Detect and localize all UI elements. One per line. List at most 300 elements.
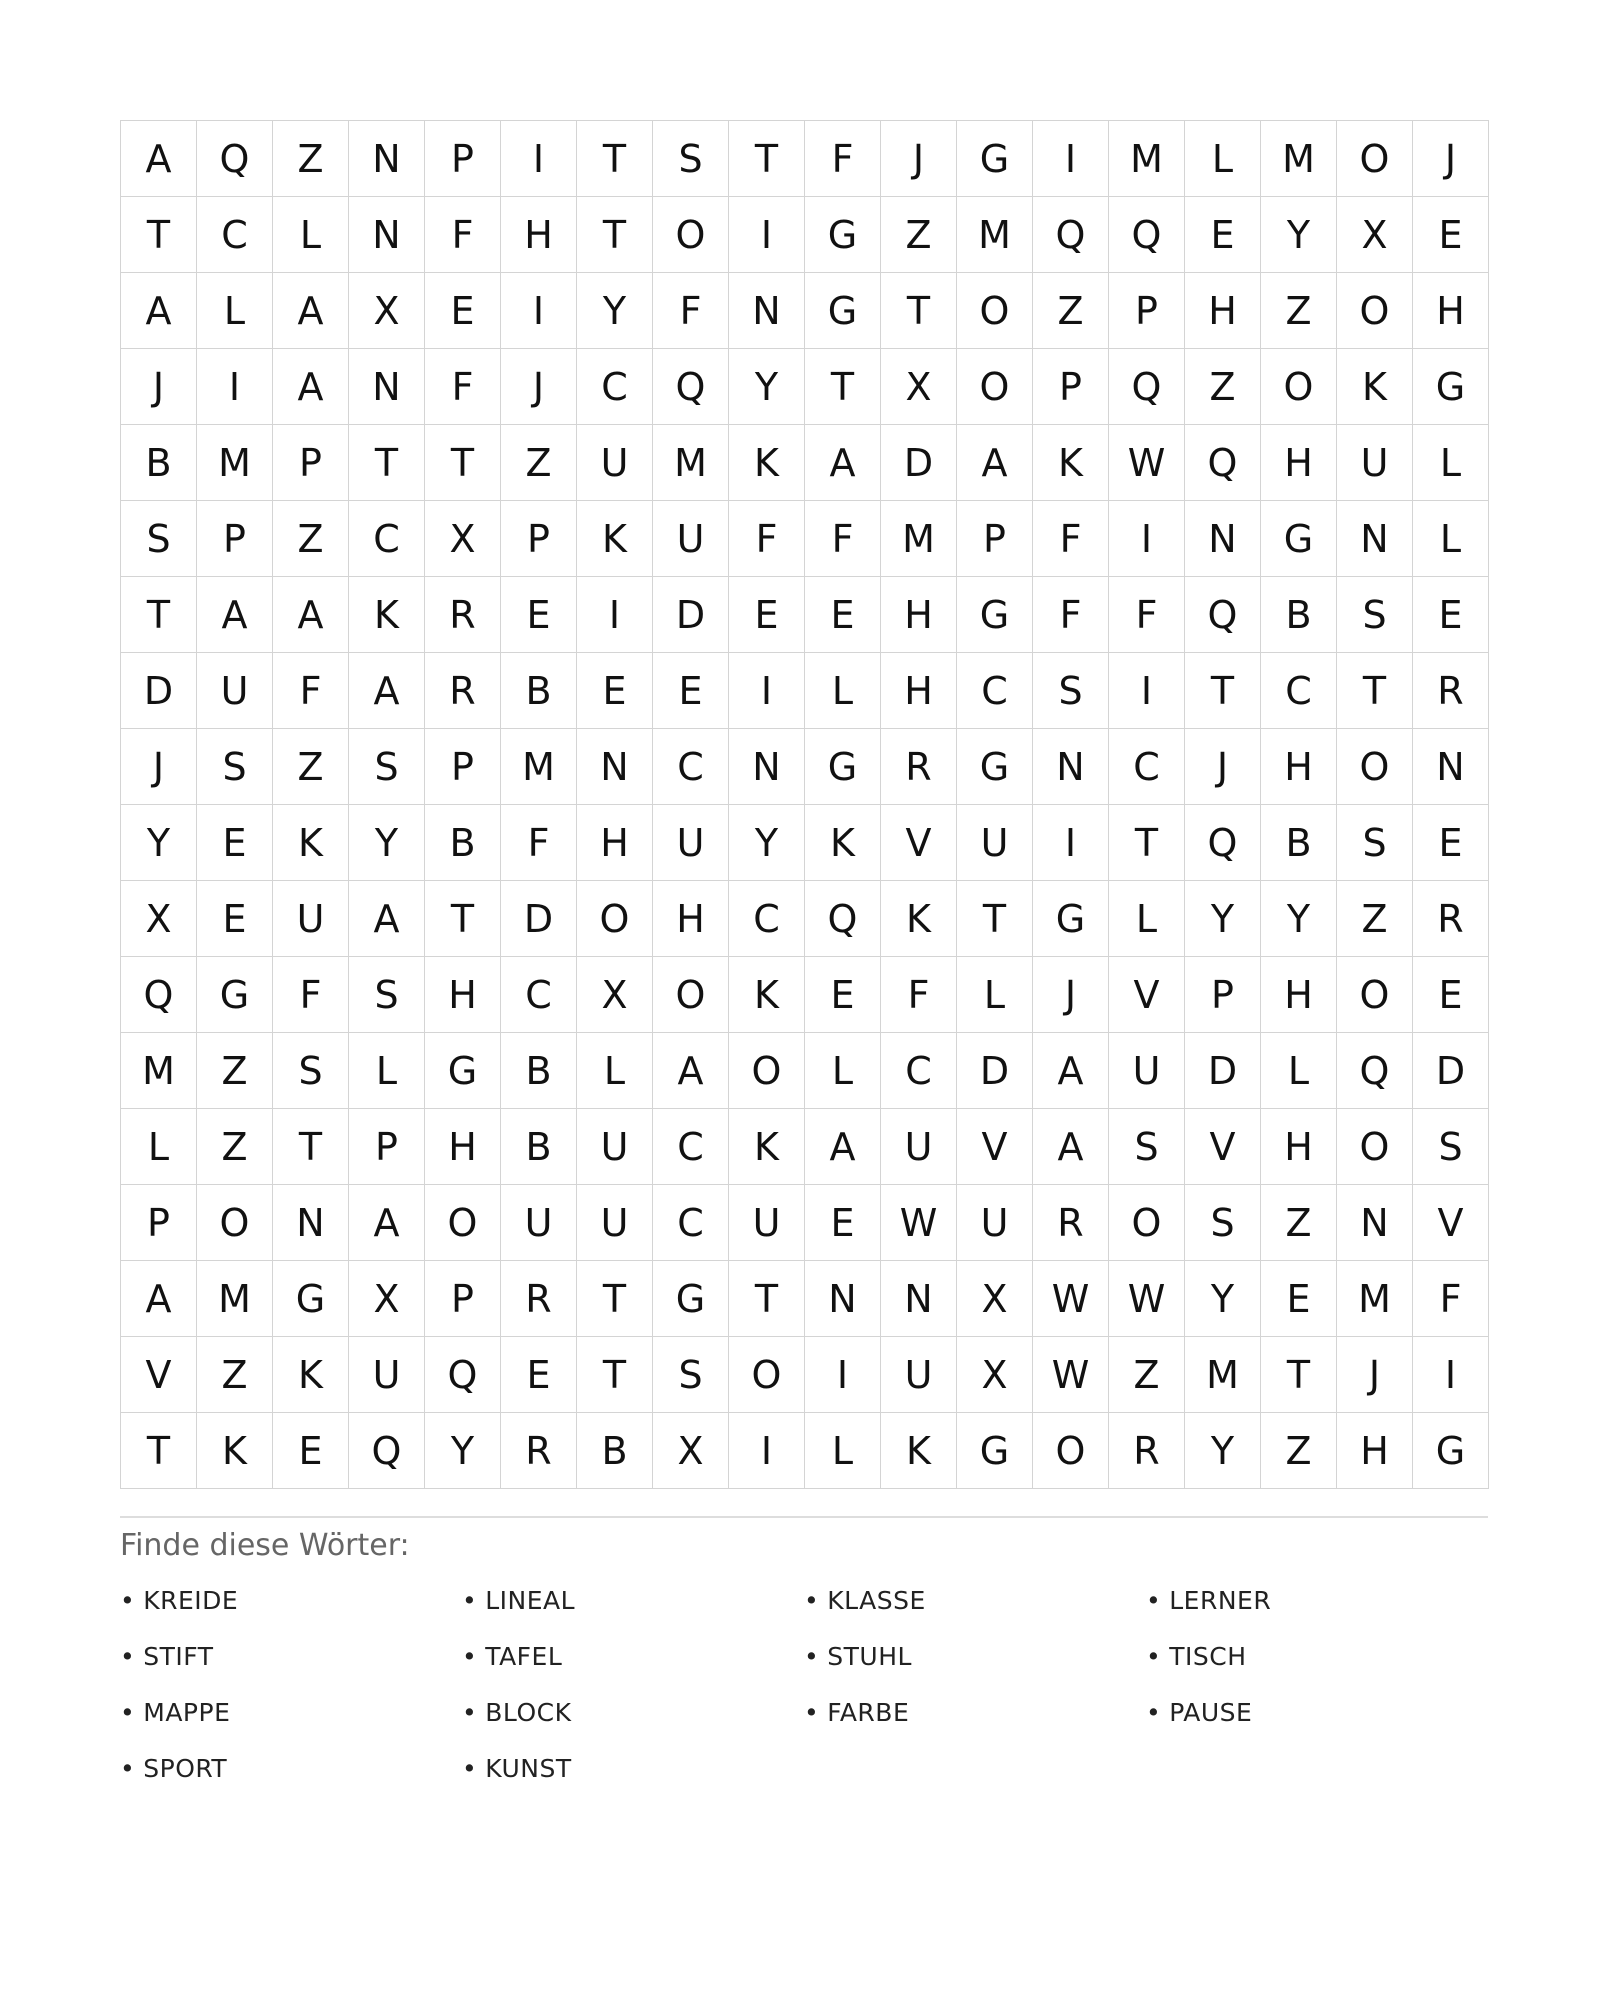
grid-cell[interactable]: Y bbox=[1261, 881, 1337, 957]
grid-cell[interactable]: C bbox=[501, 957, 577, 1033]
grid-cell[interactable]: L bbox=[805, 1033, 881, 1109]
grid-cell[interactable]: Z bbox=[1261, 1413, 1337, 1489]
grid-cell[interactable]: I bbox=[729, 197, 805, 273]
grid-cell[interactable]: A bbox=[273, 273, 349, 349]
grid-cell[interactable]: P bbox=[197, 501, 273, 577]
grid-cell[interactable]: N bbox=[577, 729, 653, 805]
grid-cell[interactable]: B bbox=[501, 1109, 577, 1185]
grid-cell[interactable]: G bbox=[805, 729, 881, 805]
grid-cell[interactable]: K bbox=[881, 1413, 957, 1489]
grid-cell[interactable]: T bbox=[1185, 653, 1261, 729]
grid-cell[interactable]: Q bbox=[1109, 197, 1185, 273]
grid-cell[interactable]: U bbox=[577, 1185, 653, 1261]
grid-cell[interactable]: P bbox=[121, 1185, 197, 1261]
grid-cell[interactable]: Z bbox=[501, 425, 577, 501]
grid-cell[interactable]: F bbox=[653, 273, 729, 349]
grid-cell[interactable]: T bbox=[1109, 805, 1185, 881]
grid-cell[interactable]: U bbox=[197, 653, 273, 729]
grid-cell[interactable]: B bbox=[425, 805, 501, 881]
grid-cell[interactable]: G bbox=[957, 729, 1033, 805]
grid-cell[interactable]: L bbox=[805, 653, 881, 729]
grid-cell[interactable]: F bbox=[425, 349, 501, 425]
grid-cell[interactable]: C bbox=[957, 653, 1033, 729]
grid-cell[interactable]: E bbox=[1185, 197, 1261, 273]
grid-cell[interactable]: L bbox=[349, 1033, 425, 1109]
grid-cell[interactable]: O bbox=[1337, 1109, 1413, 1185]
grid-cell[interactable]: D bbox=[957, 1033, 1033, 1109]
grid-cell[interactable]: E bbox=[1413, 805, 1489, 881]
grid-cell[interactable]: A bbox=[121, 273, 197, 349]
grid-cell[interactable]: I bbox=[1109, 501, 1185, 577]
grid-cell[interactable]: Y bbox=[425, 1413, 501, 1489]
grid-cell[interactable]: G bbox=[653, 1261, 729, 1337]
grid-cell[interactable]: T bbox=[881, 273, 957, 349]
grid-cell[interactable]: R bbox=[1109, 1413, 1185, 1489]
grid-cell[interactable]: L bbox=[197, 273, 273, 349]
grid-cell[interactable]: P bbox=[425, 121, 501, 197]
grid-cell[interactable]: L bbox=[1413, 425, 1489, 501]
grid-cell[interactable]: K bbox=[729, 1109, 805, 1185]
grid-cell[interactable]: Q bbox=[1185, 805, 1261, 881]
grid-cell[interactable]: J bbox=[121, 349, 197, 425]
grid-cell[interactable]: A bbox=[273, 577, 349, 653]
grid-cell[interactable]: D bbox=[1185, 1033, 1261, 1109]
grid-cell[interactable]: G bbox=[957, 1413, 1033, 1489]
grid-cell[interactable]: Y bbox=[349, 805, 425, 881]
grid-cell[interactable]: N bbox=[1185, 501, 1261, 577]
grid-cell[interactable]: H bbox=[425, 957, 501, 1033]
grid-cell[interactable]: U bbox=[729, 1185, 805, 1261]
grid-cell[interactable]: J bbox=[1337, 1337, 1413, 1413]
grid-cell[interactable]: Z bbox=[197, 1109, 273, 1185]
grid-cell[interactable]: M bbox=[501, 729, 577, 805]
grid-cell[interactable]: E bbox=[197, 805, 273, 881]
grid-cell[interactable]: Z bbox=[1261, 273, 1337, 349]
grid-cell[interactable]: P bbox=[501, 501, 577, 577]
grid-cell[interactable]: O bbox=[1337, 273, 1413, 349]
grid-cell[interactable]: S bbox=[1413, 1109, 1489, 1185]
grid-cell[interactable]: L bbox=[1261, 1033, 1337, 1109]
grid-cell[interactable]: Y bbox=[1185, 881, 1261, 957]
grid-cell[interactable]: A bbox=[349, 881, 425, 957]
grid-cell[interactable]: O bbox=[577, 881, 653, 957]
grid-cell[interactable]: T bbox=[729, 121, 805, 197]
grid-cell[interactable]: H bbox=[1261, 957, 1337, 1033]
grid-cell[interactable]: A bbox=[653, 1033, 729, 1109]
grid-cell[interactable]: X bbox=[425, 501, 501, 577]
grid-cell[interactable]: P bbox=[1033, 349, 1109, 425]
grid-cell[interactable]: S bbox=[273, 1033, 349, 1109]
grid-cell[interactable]: Y bbox=[121, 805, 197, 881]
grid-cell[interactable]: M bbox=[957, 197, 1033, 273]
grid-cell[interactable]: I bbox=[729, 653, 805, 729]
grid-cell[interactable]: C bbox=[197, 197, 273, 273]
grid-cell[interactable]: Z bbox=[273, 501, 349, 577]
grid-cell[interactable]: F bbox=[501, 805, 577, 881]
grid-cell[interactable]: S bbox=[1109, 1109, 1185, 1185]
grid-cell[interactable]: P bbox=[425, 729, 501, 805]
grid-cell[interactable]: I bbox=[501, 273, 577, 349]
grid-cell[interactable]: X bbox=[121, 881, 197, 957]
grid-cell[interactable]: A bbox=[1033, 1033, 1109, 1109]
grid-cell[interactable]: U bbox=[577, 1109, 653, 1185]
grid-cell[interactable]: O bbox=[653, 957, 729, 1033]
grid-cell[interactable]: Q bbox=[1033, 197, 1109, 273]
grid-cell[interactable]: Z bbox=[1261, 1185, 1337, 1261]
grid-cell[interactable]: X bbox=[881, 349, 957, 425]
grid-cell[interactable]: S bbox=[197, 729, 273, 805]
grid-cell[interactable]: Q bbox=[653, 349, 729, 425]
grid-cell[interactable]: C bbox=[653, 1185, 729, 1261]
grid-cell[interactable]: T bbox=[577, 197, 653, 273]
grid-cell[interactable]: U bbox=[501, 1185, 577, 1261]
grid-cell[interactable]: K bbox=[349, 577, 425, 653]
grid-cell[interactable]: Q bbox=[197, 121, 273, 197]
grid-cell[interactable]: Q bbox=[1185, 577, 1261, 653]
grid-cell[interactable]: P bbox=[1185, 957, 1261, 1033]
grid-cell[interactable]: S bbox=[1185, 1185, 1261, 1261]
grid-cell[interactable]: I bbox=[1033, 121, 1109, 197]
grid-cell[interactable]: K bbox=[1337, 349, 1413, 425]
grid-cell[interactable]: L bbox=[273, 197, 349, 273]
grid-cell[interactable]: T bbox=[1337, 653, 1413, 729]
grid-cell[interactable]: P bbox=[273, 425, 349, 501]
grid-cell[interactable]: F bbox=[425, 197, 501, 273]
grid-cell[interactable]: F bbox=[1033, 501, 1109, 577]
grid-cell[interactable]: A bbox=[349, 1185, 425, 1261]
grid-cell[interactable]: V bbox=[1413, 1185, 1489, 1261]
grid-cell[interactable]: H bbox=[577, 805, 653, 881]
grid-cell[interactable]: E bbox=[805, 1185, 881, 1261]
grid-cell[interactable]: O bbox=[1337, 121, 1413, 197]
grid-cell[interactable]: C bbox=[1261, 653, 1337, 729]
grid-cell[interactable]: J bbox=[881, 121, 957, 197]
grid-cell[interactable]: H bbox=[1337, 1413, 1413, 1489]
grid-cell[interactable]: K bbox=[197, 1413, 273, 1489]
grid-cell[interactable]: K bbox=[1033, 425, 1109, 501]
grid-cell[interactable]: T bbox=[1261, 1337, 1337, 1413]
grid-cell[interactable]: L bbox=[1109, 881, 1185, 957]
grid-cell[interactable]: M bbox=[121, 1033, 197, 1109]
grid-cell[interactable]: H bbox=[1261, 1109, 1337, 1185]
grid-cell[interactable]: A bbox=[957, 425, 1033, 501]
grid-cell[interactable]: G bbox=[1413, 1413, 1489, 1489]
grid-cell[interactable]: F bbox=[1413, 1261, 1489, 1337]
grid-cell[interactable]: V bbox=[881, 805, 957, 881]
grid-cell[interactable]: I bbox=[805, 1337, 881, 1413]
grid-cell[interactable]: Y bbox=[1185, 1413, 1261, 1489]
grid-cell[interactable]: R bbox=[425, 653, 501, 729]
grid-cell[interactable]: S bbox=[1337, 577, 1413, 653]
grid-cell[interactable]: T bbox=[805, 349, 881, 425]
grid-cell[interactable]: E bbox=[197, 881, 273, 957]
grid-cell[interactable]: D bbox=[881, 425, 957, 501]
grid-cell[interactable]: F bbox=[273, 957, 349, 1033]
grid-cell[interactable]: M bbox=[1185, 1337, 1261, 1413]
grid-cell[interactable]: S bbox=[653, 1337, 729, 1413]
grid-cell[interactable]: G bbox=[1033, 881, 1109, 957]
grid-cell[interactable]: N bbox=[273, 1185, 349, 1261]
grid-cell[interactable]: L bbox=[1413, 501, 1489, 577]
grid-cell[interactable]: Q bbox=[121, 957, 197, 1033]
grid-cell[interactable]: O bbox=[197, 1185, 273, 1261]
grid-cell[interactable]: Q bbox=[1109, 349, 1185, 425]
grid-cell[interactable]: W bbox=[881, 1185, 957, 1261]
grid-cell[interactable]: Y bbox=[729, 349, 805, 425]
grid-cell[interactable]: I bbox=[197, 349, 273, 425]
grid-cell[interactable]: T bbox=[425, 881, 501, 957]
grid-cell[interactable]: G bbox=[957, 121, 1033, 197]
grid-cell[interactable]: V bbox=[1109, 957, 1185, 1033]
grid-cell[interactable]: Q bbox=[1337, 1033, 1413, 1109]
grid-cell[interactable]: P bbox=[957, 501, 1033, 577]
grid-cell[interactable]: T bbox=[349, 425, 425, 501]
grid-cell[interactable]: X bbox=[577, 957, 653, 1033]
grid-cell[interactable]: Z bbox=[273, 121, 349, 197]
grid-cell[interactable]: O bbox=[1337, 957, 1413, 1033]
grid-cell[interactable]: P bbox=[425, 1261, 501, 1337]
grid-cell[interactable]: Z bbox=[881, 197, 957, 273]
grid-cell[interactable]: T bbox=[273, 1109, 349, 1185]
grid-cell[interactable]: A bbox=[805, 1109, 881, 1185]
grid-cell[interactable]: U bbox=[349, 1337, 425, 1413]
grid-cell[interactable]: O bbox=[957, 273, 1033, 349]
grid-cell[interactable]: X bbox=[957, 1261, 1033, 1337]
grid-cell[interactable]: M bbox=[197, 425, 273, 501]
grid-cell[interactable]: N bbox=[349, 121, 425, 197]
grid-cell[interactable]: Z bbox=[1185, 349, 1261, 425]
grid-cell[interactable]: N bbox=[805, 1261, 881, 1337]
grid-cell[interactable]: A bbox=[349, 653, 425, 729]
grid-cell[interactable]: N bbox=[1337, 501, 1413, 577]
grid-cell[interactable]: K bbox=[577, 501, 653, 577]
grid-cell[interactable]: K bbox=[273, 1337, 349, 1413]
grid-cell[interactable]: L bbox=[577, 1033, 653, 1109]
grid-cell[interactable]: E bbox=[729, 577, 805, 653]
grid-cell[interactable]: R bbox=[501, 1413, 577, 1489]
grid-cell[interactable]: G bbox=[197, 957, 273, 1033]
grid-cell[interactable]: U bbox=[653, 805, 729, 881]
grid-cell[interactable]: H bbox=[1261, 729, 1337, 805]
grid-cell[interactable]: S bbox=[349, 957, 425, 1033]
grid-cell[interactable]: Y bbox=[577, 273, 653, 349]
grid-cell[interactable]: B bbox=[1261, 805, 1337, 881]
grid-cell[interactable]: Z bbox=[197, 1033, 273, 1109]
grid-cell[interactable]: E bbox=[501, 1337, 577, 1413]
grid-cell[interactable]: U bbox=[577, 425, 653, 501]
grid-cell[interactable]: P bbox=[349, 1109, 425, 1185]
grid-cell[interactable]: Z bbox=[1033, 273, 1109, 349]
grid-cell[interactable]: S bbox=[1033, 653, 1109, 729]
grid-cell[interactable]: I bbox=[577, 577, 653, 653]
grid-cell[interactable]: G bbox=[425, 1033, 501, 1109]
grid-cell[interactable]: D bbox=[1413, 1033, 1489, 1109]
grid-cell[interactable]: C bbox=[881, 1033, 957, 1109]
grid-cell[interactable]: M bbox=[1337, 1261, 1413, 1337]
grid-cell[interactable]: A bbox=[121, 121, 197, 197]
grid-cell[interactable]: F bbox=[805, 501, 881, 577]
grid-cell[interactable]: N bbox=[349, 349, 425, 425]
grid-cell[interactable]: U bbox=[957, 1185, 1033, 1261]
grid-cell[interactable]: E bbox=[653, 653, 729, 729]
grid-cell[interactable]: Q bbox=[805, 881, 881, 957]
grid-cell[interactable]: D bbox=[653, 577, 729, 653]
grid-cell[interactable]: H bbox=[1413, 273, 1489, 349]
grid-cell[interactable]: O bbox=[957, 349, 1033, 425]
grid-cell[interactable]: J bbox=[1413, 121, 1489, 197]
grid-cell[interactable]: W bbox=[1109, 425, 1185, 501]
grid-cell[interactable]: F bbox=[1109, 577, 1185, 653]
grid-cell[interactable]: I bbox=[501, 121, 577, 197]
grid-cell[interactable]: I bbox=[1033, 805, 1109, 881]
grid-cell[interactable]: H bbox=[425, 1109, 501, 1185]
grid-cell[interactable]: O bbox=[425, 1185, 501, 1261]
grid-cell[interactable]: E bbox=[425, 273, 501, 349]
grid-cell[interactable]: G bbox=[957, 577, 1033, 653]
grid-cell[interactable]: M bbox=[197, 1261, 273, 1337]
grid-cell[interactable]: O bbox=[1109, 1185, 1185, 1261]
grid-cell[interactable]: N bbox=[1033, 729, 1109, 805]
grid-cell[interactable]: M bbox=[1109, 121, 1185, 197]
grid-cell[interactable]: R bbox=[501, 1261, 577, 1337]
grid-cell[interactable]: B bbox=[501, 653, 577, 729]
grid-cell[interactable]: F bbox=[805, 121, 881, 197]
grid-cell[interactable]: C bbox=[577, 349, 653, 425]
grid-cell[interactable]: W bbox=[1033, 1337, 1109, 1413]
grid-cell[interactable]: O bbox=[1261, 349, 1337, 425]
grid-cell[interactable]: S bbox=[121, 501, 197, 577]
grid-cell[interactable]: T bbox=[729, 1261, 805, 1337]
grid-cell[interactable]: B bbox=[501, 1033, 577, 1109]
grid-cell[interactable]: I bbox=[729, 1413, 805, 1489]
grid-cell[interactable]: R bbox=[1033, 1185, 1109, 1261]
grid-cell[interactable]: Q bbox=[425, 1337, 501, 1413]
grid-cell[interactable]: T bbox=[425, 425, 501, 501]
grid-cell[interactable]: A bbox=[197, 577, 273, 653]
grid-cell[interactable]: U bbox=[957, 805, 1033, 881]
grid-cell[interactable]: V bbox=[957, 1109, 1033, 1185]
grid-cell[interactable]: F bbox=[273, 653, 349, 729]
grid-cell[interactable]: U bbox=[1109, 1033, 1185, 1109]
grid-cell[interactable]: H bbox=[881, 653, 957, 729]
grid-cell[interactable]: N bbox=[1413, 729, 1489, 805]
grid-cell[interactable]: Z bbox=[197, 1337, 273, 1413]
grid-cell[interactable]: U bbox=[881, 1109, 957, 1185]
grid-cell[interactable]: L bbox=[1185, 121, 1261, 197]
grid-cell[interactable]: X bbox=[957, 1337, 1033, 1413]
grid-cell[interactable]: F bbox=[1033, 577, 1109, 653]
grid-cell[interactable]: I bbox=[1413, 1337, 1489, 1413]
grid-cell[interactable]: S bbox=[349, 729, 425, 805]
grid-cell[interactable]: G bbox=[1261, 501, 1337, 577]
grid-cell[interactable]: Q bbox=[1185, 425, 1261, 501]
grid-cell[interactable]: V bbox=[1185, 1109, 1261, 1185]
grid-cell[interactable]: I bbox=[1109, 653, 1185, 729]
grid-cell[interactable]: M bbox=[881, 501, 957, 577]
grid-cell[interactable]: K bbox=[273, 805, 349, 881]
grid-cell[interactable]: O bbox=[1337, 729, 1413, 805]
grid-cell[interactable]: F bbox=[881, 957, 957, 1033]
grid-cell[interactable]: N bbox=[1337, 1185, 1413, 1261]
grid-cell[interactable]: M bbox=[1261, 121, 1337, 197]
grid-cell[interactable]: F bbox=[729, 501, 805, 577]
grid-cell[interactable]: U bbox=[653, 501, 729, 577]
grid-cell[interactable]: Q bbox=[349, 1413, 425, 1489]
grid-cell[interactable]: E bbox=[1261, 1261, 1337, 1337]
grid-cell[interactable]: J bbox=[1033, 957, 1109, 1033]
grid-cell[interactable]: E bbox=[1413, 197, 1489, 273]
grid-cell[interactable]: B bbox=[1261, 577, 1337, 653]
grid-cell[interactable]: N bbox=[881, 1261, 957, 1337]
grid-cell[interactable]: T bbox=[121, 1413, 197, 1489]
grid-cell[interactable]: C bbox=[653, 729, 729, 805]
grid-cell[interactable]: U bbox=[1337, 425, 1413, 501]
grid-cell[interactable]: O bbox=[1033, 1413, 1109, 1489]
grid-cell[interactable]: K bbox=[729, 957, 805, 1033]
grid-cell[interactable]: B bbox=[577, 1413, 653, 1489]
grid-cell[interactable]: R bbox=[881, 729, 957, 805]
grid-cell[interactable]: S bbox=[653, 121, 729, 197]
grid-cell[interactable]: Z bbox=[273, 729, 349, 805]
grid-cell[interactable]: H bbox=[1185, 273, 1261, 349]
grid-cell[interactable]: T bbox=[957, 881, 1033, 957]
grid-cell[interactable]: X bbox=[1337, 197, 1413, 273]
grid-cell[interactable]: W bbox=[1109, 1261, 1185, 1337]
grid-cell[interactable]: X bbox=[349, 1261, 425, 1337]
grid-cell[interactable]: U bbox=[881, 1337, 957, 1413]
grid-cell[interactable]: K bbox=[729, 425, 805, 501]
grid-cell[interactable]: O bbox=[729, 1337, 805, 1413]
grid-cell[interactable]: J bbox=[501, 349, 577, 425]
grid-cell[interactable]: T bbox=[577, 1337, 653, 1413]
grid-cell[interactable]: C bbox=[729, 881, 805, 957]
grid-cell[interactable]: E bbox=[805, 957, 881, 1033]
grid-cell[interactable]: G bbox=[273, 1261, 349, 1337]
grid-cell[interactable]: V bbox=[121, 1337, 197, 1413]
grid-cell[interactable]: O bbox=[729, 1033, 805, 1109]
grid-cell[interactable]: C bbox=[1109, 729, 1185, 805]
grid-cell[interactable]: X bbox=[349, 273, 425, 349]
grid-cell[interactable]: H bbox=[881, 577, 957, 653]
grid-cell[interactable]: J bbox=[1185, 729, 1261, 805]
grid-cell[interactable]: N bbox=[729, 729, 805, 805]
grid-cell[interactable]: Y bbox=[729, 805, 805, 881]
grid-cell[interactable]: G bbox=[1413, 349, 1489, 425]
grid-cell[interactable]: X bbox=[653, 1413, 729, 1489]
grid-cell[interactable]: A bbox=[121, 1261, 197, 1337]
grid-cell[interactable]: H bbox=[653, 881, 729, 957]
grid-cell[interactable]: L bbox=[121, 1109, 197, 1185]
grid-cell[interactable]: W bbox=[1033, 1261, 1109, 1337]
grid-cell[interactable]: L bbox=[805, 1413, 881, 1489]
grid-cell[interactable]: T bbox=[577, 121, 653, 197]
grid-cell[interactable]: Y bbox=[1185, 1261, 1261, 1337]
grid-cell[interactable]: A bbox=[805, 425, 881, 501]
grid-cell[interactable]: J bbox=[121, 729, 197, 805]
grid-cell[interactable]: R bbox=[425, 577, 501, 653]
grid-cell[interactable]: U bbox=[273, 881, 349, 957]
grid-cell[interactable]: D bbox=[121, 653, 197, 729]
grid-cell[interactable]: R bbox=[1413, 653, 1489, 729]
grid-cell[interactable]: A bbox=[1033, 1109, 1109, 1185]
grid-cell[interactable]: Z bbox=[1109, 1337, 1185, 1413]
grid-cell[interactable]: O bbox=[653, 197, 729, 273]
grid-cell[interactable]: P bbox=[1109, 273, 1185, 349]
grid-cell[interactable]: Y bbox=[1261, 197, 1337, 273]
grid-cell[interactable]: G bbox=[805, 273, 881, 349]
grid-cell[interactable]: S bbox=[1337, 805, 1413, 881]
grid-cell[interactable]: Z bbox=[1337, 881, 1413, 957]
